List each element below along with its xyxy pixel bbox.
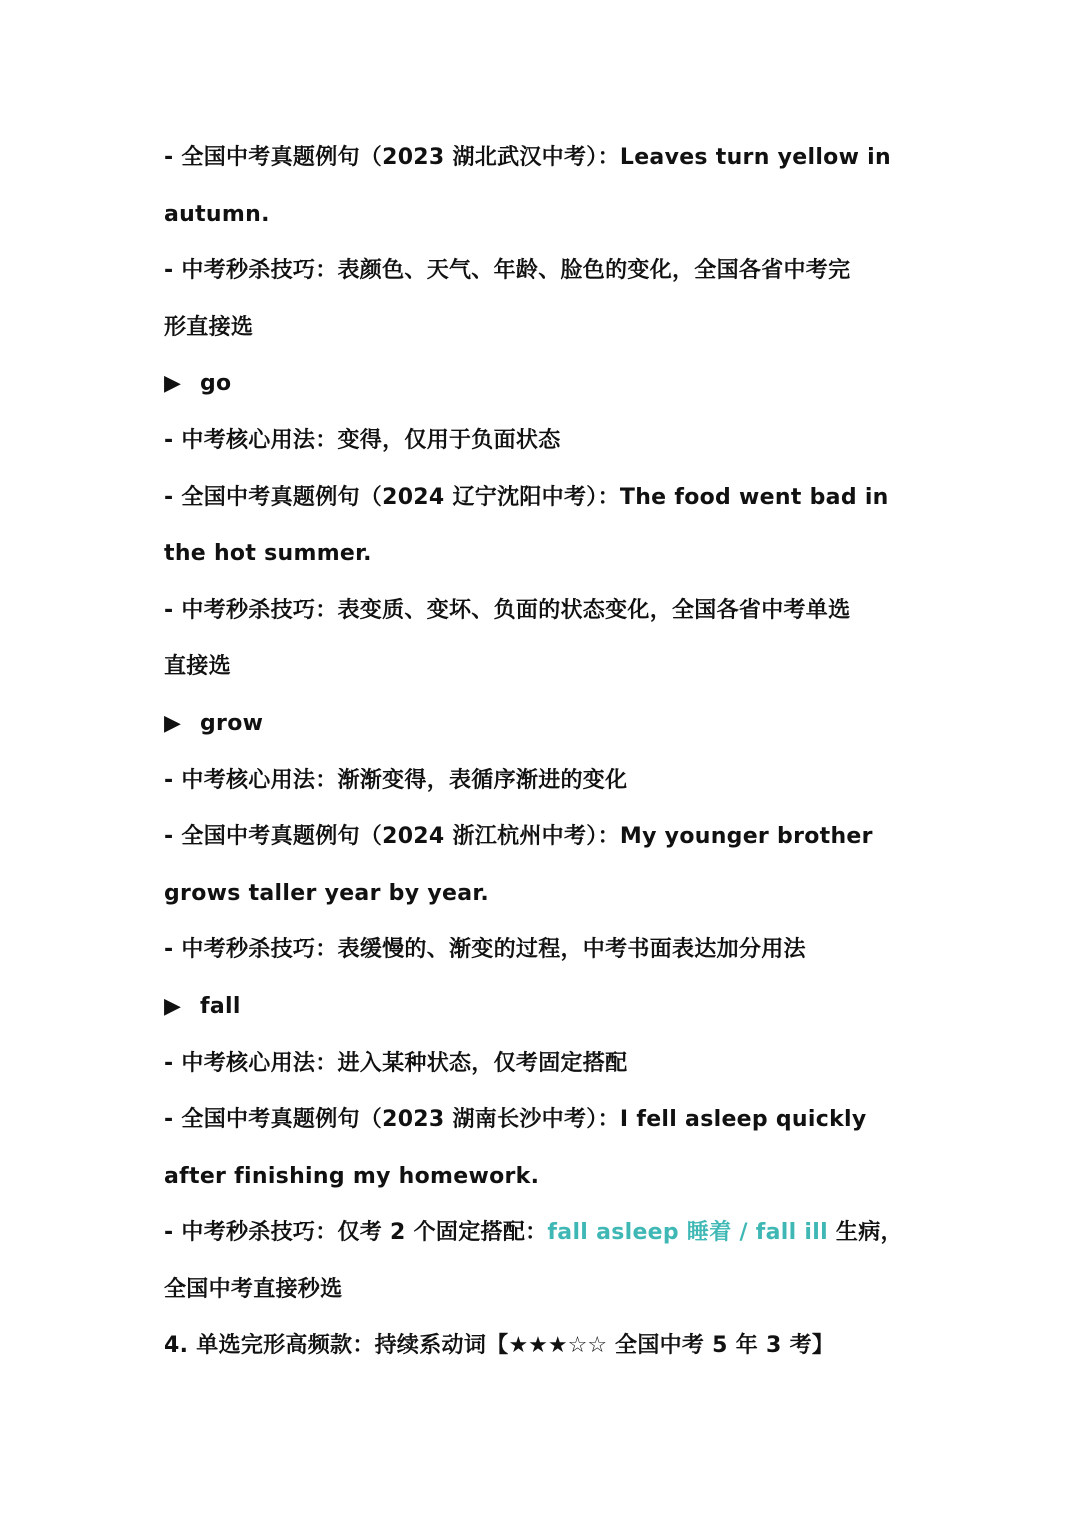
heading-go [164, 356, 916, 413]
example-sentence-fall: - 全国中考真题例句（2023 湖南长沙中考）：I fell asleep quickly [164, 1107, 867, 1133]
section-heading-4-suffix: 全国中考 5 年 3 考】 [607, 1333, 835, 1359]
example-sentence-fall-cont: after finishing my homework. [164, 1163, 540, 1189]
heading-grow [164, 696, 916, 753]
document-body [164, 130, 916, 1375]
usage-fall: - 中考核心用法：进入某种状态，仅考固定搭配 [164, 1050, 628, 1076]
tip-fall-suffix: 生病， [827, 1220, 903, 1246]
heading-go-word: go [200, 371, 232, 397]
example-sentence-turn-cont: autumn. [164, 201, 270, 227]
play-triangle-icon: ▶ [164, 993, 182, 1019]
tip-turn-cont: 形直接选 [164, 314, 254, 340]
section-heading-4 [164, 1318, 916, 1375]
example-sentence-go-cont: the hot summer. [164, 541, 372, 567]
tip-fall-prefix: - 中考秒杀技巧：仅考 2 个固定搭配： [164, 1220, 548, 1246]
usage-go: - 中考核心用法：变得，仅用于负面状态 [164, 427, 561, 453]
tip-go: - 中考秒杀技巧：表变质、变坏、负面的状态变化，全国各省中考单选 [164, 597, 851, 623]
tip-grow: - 中考秒杀技巧：表缓慢的、渐变的过程，中考书面表达加分用法 [164, 937, 806, 963]
example-sentence-turn: - 全国中考真题例句（2023 湖北武汉中考）：Leaves turn yellow in [164, 145, 891, 170]
example-sentence-go: - 全国中考真题例句（2024 辽宁沈阳中考）：The food went bad in [164, 484, 889, 510]
section-heading-4-prefix: 4. 单选完形高频款：持续系动词【 [164, 1333, 509, 1359]
highlight-fall-asleep: fall asleep 睡着 [547, 1220, 740, 1246]
heading-fall [164, 979, 916, 1036]
star-rating: ★★★☆☆ [508, 1333, 608, 1359]
play-triangle-icon: ▶ [164, 371, 182, 397]
heading-fall-word: fall [200, 993, 241, 1019]
tip-fall-cont: 全国中考直接秒选 [164, 1276, 343, 1302]
highlight-fall-ill: / fall ill [739, 1220, 828, 1246]
example-sentence-grow: - 全国中考真题例句（2024 浙江杭州中考）：My younger brother [164, 824, 873, 850]
example-sentence-grow-cont: grows taller year by year. [164, 880, 490, 906]
usage-grow: - 中考核心用法：渐渐变得，表循序渐进的变化 [164, 767, 628, 793]
heading-grow-word: grow [200, 710, 264, 736]
tip-turn: - 中考秒杀技巧：表颜色、天气、年龄、脸色的变化，全国各省中考完 [164, 258, 851, 284]
play-triangle-icon: ▶ [164, 710, 182, 736]
tip-fall [164, 1205, 916, 1262]
tip-go-cont: 直接选 [164, 654, 231, 680]
